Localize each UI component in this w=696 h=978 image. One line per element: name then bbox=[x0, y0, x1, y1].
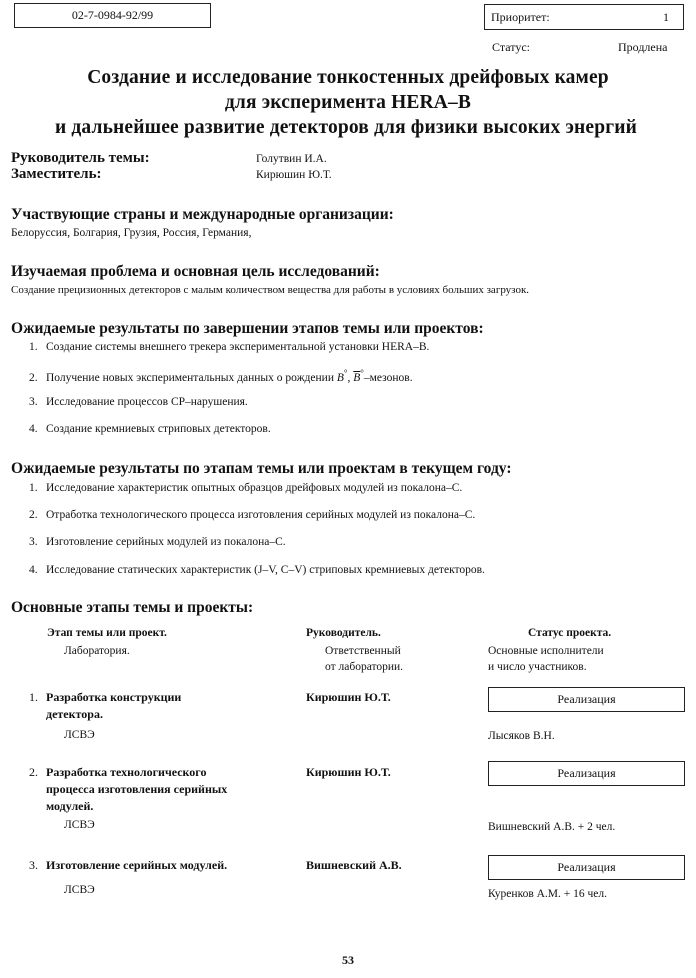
item-text: Получение новых экспериментальных данных о рождении bbox=[46, 371, 334, 384]
item-number: 1. bbox=[29, 341, 38, 353]
expected-final-item bbox=[29, 423, 271, 435]
item-text: Исследование характеристик опытных образцов дрейфовых модулей из покалона–С. bbox=[46, 482, 463, 494]
stage-leader: Кирюшин Ю.Т. bbox=[306, 765, 391, 779]
title-line-2: для эксперимента HERA–B bbox=[224, 92, 472, 113]
expected-year-item bbox=[29, 509, 475, 521]
participants-heading: Участвующие страны и международные организации: bbox=[11, 206, 394, 223]
problem-heading: Изучаемая проблема и основная цель исследований: bbox=[11, 263, 380, 280]
column-sub-from-lab: от лаборатории. bbox=[325, 661, 404, 673]
problem-text: Создание прецизионных детекторов с малым количеством вещества для работы в условиях больших загрузок. bbox=[11, 284, 530, 296]
degree-symbol: ° bbox=[360, 368, 364, 378]
stage-title-line: процесса изготовления серийных bbox=[46, 782, 228, 796]
stage-executors: Лысяков В.Н. bbox=[488, 730, 555, 742]
b-meson-symbol: B bbox=[336, 371, 344, 384]
status-label: Статус: bbox=[492, 40, 530, 54]
stage-title-line: детектора. bbox=[46, 707, 103, 721]
stage-status-box bbox=[488, 761, 685, 786]
item-text: Изготовление серийных модулей из покалона–С. bbox=[46, 536, 286, 548]
expected-final-item bbox=[29, 368, 413, 384]
stage-status-box bbox=[488, 687, 685, 712]
item-text: Создание кремниевых стриповых детекторов. bbox=[46, 423, 271, 435]
document-code: 02-7-0984-92/99 bbox=[71, 8, 154, 22]
leader-name: Голутвин И.А. bbox=[256, 153, 327, 165]
item-text: Исследование статических характеристик (J–V, C–V) стриповых кремниевых детекторов. bbox=[46, 564, 485, 576]
column-header-leader: Руководитель. bbox=[306, 627, 381, 639]
column-sub-lab: Лаборатория. bbox=[64, 645, 130, 657]
item-text: Создание системы внешнего трекера экспериментальной установки HERA–B. bbox=[46, 341, 430, 353]
item-number: 2. bbox=[29, 509, 38, 521]
stage-lab: ЛСВЭ bbox=[64, 729, 95, 741]
stages-heading: Основные этапы темы и проекты: bbox=[11, 599, 254, 616]
item-number: 4. bbox=[29, 564, 38, 576]
item-text: Отработка технологического процесса изготовления серийных модулей из покалона–С. bbox=[46, 509, 476, 521]
leader-label: Руководитель темы: bbox=[11, 150, 150, 166]
participants-text: Белоруссия, Болгария, Грузия, Россия, Германия, bbox=[11, 227, 252, 239]
priority-value: 1 bbox=[663, 10, 669, 24]
expected-year-item bbox=[29, 536, 286, 548]
stage-title bbox=[29, 764, 228, 815]
stage-number: 3. bbox=[29, 858, 38, 872]
page-number: 53 bbox=[342, 953, 354, 967]
anti-b-meson-symbol: $\overline{B}$ bbox=[353, 371, 361, 384]
stage-title-line: Разработка конструкции bbox=[46, 690, 182, 704]
stage-number: 2. bbox=[29, 765, 38, 779]
item-number: 3. bbox=[29, 536, 38, 548]
stage-leader: Кирюшин Ю.Т. bbox=[306, 690, 391, 704]
item-text-end: –мезонов. bbox=[363, 371, 413, 384]
column-sub-executors: Основные исполнители bbox=[488, 645, 604, 657]
title-line-1: Создание и исследование тонкостенных дрейфовых камер bbox=[87, 67, 609, 88]
stage-status: Реализация bbox=[557, 860, 616, 874]
stage-lab: ЛСВЭ bbox=[64, 884, 95, 896]
stage-title-line: Изготовление серийных модулей. bbox=[46, 858, 228, 872]
stage-lab: ЛСВЭ bbox=[64, 819, 95, 831]
title-line-3: и дальнейшее развитие детекторов для физики высоких энергий bbox=[54, 117, 637, 138]
status-value: Продлена bbox=[618, 40, 668, 54]
item-number: 4. bbox=[29, 423, 38, 435]
expected-final-item bbox=[29, 396, 248, 408]
column-sub-count: и число участников. bbox=[488, 661, 587, 673]
stage-title bbox=[29, 689, 182, 723]
degree-symbol: ° bbox=[343, 368, 348, 378]
stage-executors: Вишневский А.В. + 2 чел. bbox=[488, 821, 616, 833]
stage-executors: Куренков А.М. + 16 чел. bbox=[488, 888, 608, 900]
stage-status-box bbox=[488, 855, 685, 880]
deputy-label: Заместитель: bbox=[11, 166, 102, 182]
item-number: 3. bbox=[29, 396, 38, 408]
expected-year-item bbox=[29, 482, 462, 494]
stage-number: 1. bbox=[29, 690, 38, 704]
stage-status: Реализация bbox=[557, 692, 616, 706]
column-header-status: Статус проекта. bbox=[528, 627, 612, 639]
stage-title-line: Разработка технологического bbox=[46, 765, 207, 779]
column-header-stage: Этап темы или проект. bbox=[47, 627, 167, 639]
expected-year-heading: Ожидаемые результаты по этапам темы или проектам в текущем году: bbox=[11, 460, 512, 477]
item-number: 2. bbox=[29, 371, 38, 384]
deputy-name: Кирюшин Ю.Т. bbox=[256, 169, 332, 181]
stage-status: Реализация bbox=[557, 766, 616, 780]
expected-year-item bbox=[29, 564, 485, 576]
column-sub-responsible: Ответственный bbox=[325, 645, 401, 657]
stage-title bbox=[29, 857, 228, 874]
separator: , bbox=[347, 371, 351, 384]
item-text: Исследование процессов CP–нарушения. bbox=[46, 396, 248, 408]
item-number: 1. bbox=[29, 482, 38, 494]
document-code-box bbox=[14, 3, 211, 28]
stage-leader: Вишневский А.В. bbox=[306, 858, 402, 872]
expected-final-heading: Ожидаемые результаты по завершении этапов темы или проектов: bbox=[11, 320, 484, 337]
stage-title-line: модулей. bbox=[46, 799, 94, 813]
expected-final-item bbox=[29, 341, 429, 353]
priority-label: Приоритет: bbox=[491, 10, 550, 24]
priority-box bbox=[484, 4, 684, 30]
